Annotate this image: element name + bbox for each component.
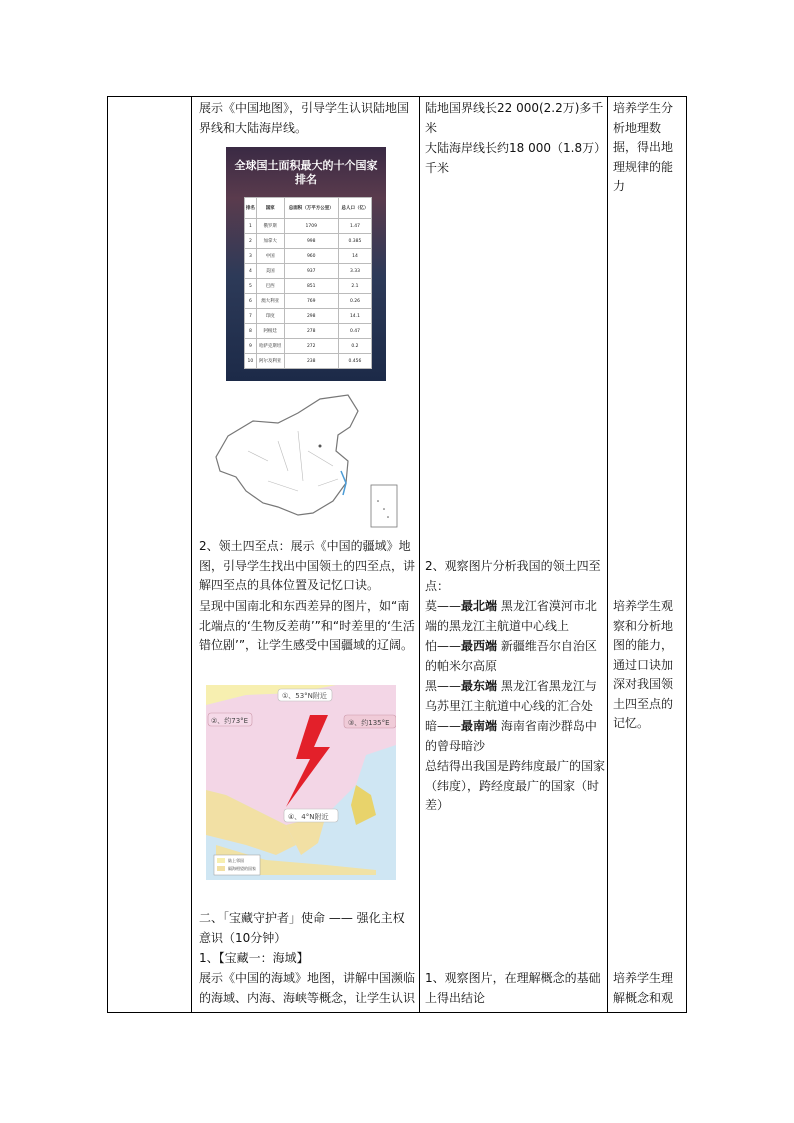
ranking-cell: 8 [245,324,257,339]
treasure-one-heading: 1、【宝藏一：海域】 [199,951,309,965]
ranking-row [245,279,372,294]
column-divider [419,97,420,1012]
intent-data-analysis: 培养学生分析地理数据，得出地理规律的能力 [613,101,674,193]
ranking-cell: 0.47 [338,324,371,339]
ranking-cell: 哈萨克斯坦 [256,339,284,354]
lesson-plan-table [107,96,687,1013]
ranking-cell: 巴西 [256,279,284,294]
ranking-cell: 278 [284,324,338,339]
west-extreme-point: 怕——最西端 新疆维吾尔自治区的帕米尔高原 [425,639,597,673]
ranking-cell: 10 [245,354,257,369]
sea-area-activity: 展示《中国的海域》地图，讲解中国濒临的海域、内海、海峡等概念，让学生认识 [199,971,416,1005]
ranking-cell: 3 [245,249,257,264]
ranking-cell: 851 [284,279,338,294]
legend-label-1: 陆上邻国 [228,858,244,863]
ranking-cell: 澳大利亚 [256,294,284,309]
ranking-cell: 1709 [284,219,338,234]
china-outline-map [208,391,400,531]
ranking-row [245,354,372,369]
teacher-activity-text: 展示《中国地图》，引导学生认识陆地国界线和大陆海岸线。 [199,101,410,135]
sea-area-task: 1、观察图片，在理解概念的基础上得出结论 [425,971,601,1005]
ranking-cell: 4 [245,264,257,279]
extremes-task: 2、观察图片分析我国的领土四至点： [425,559,601,593]
ranking-cell: 238 [284,354,338,369]
north-extreme-label: ①、53°N附近 [282,692,327,700]
ranking-cell: 0.2 [338,339,371,354]
ranking-cell: 1.47 [338,219,371,234]
ranking-cell: 298 [284,309,338,324]
ranking-cell: 7 [245,309,257,324]
column-divider [607,97,608,1012]
china-territory-map [206,685,396,880]
country-area-ranking-poster [226,147,386,381]
intent-map-reading: 培养学生观察和分析地图的能力，通过口诀加深对我国领土四至点的记忆。 [613,599,674,730]
west-extreme-label: ②、约73°E [211,717,249,725]
ranking-cell: 中国 [256,249,284,264]
ranking-cell: 769 [284,294,338,309]
north-extreme-point: 莫——最北端 黑龙江省漠河市北端的黑龙江主航道中心线上 [425,599,597,633]
ranking-cell: 14 [338,249,371,264]
north-south-contrast-activity: 呈现中国南北和东西差异的图片，如“南北端点的‘生物反差萌’”和“时差里的‘生活错位剧’”，让学生感受中国疆域的辽阔。 [199,599,415,652]
east-extreme-point: 黑——最东端 黑龙江省黑龙江与乌苏里江主航道中心线的汇合处 [425,679,597,713]
four-extremes-activity: 2、领土四至点：展示《中国的疆域》地图，引导学生找出中国领土的四至点，讲解四至点的具体位置及记忆口诀。 [199,539,416,592]
ranking-cell: 阿尔及利亚 [256,354,284,369]
extent-summary: 总结得出我国是跨纬度最广的国家（纬度），跨经度最广的国家（时差） [425,759,606,812]
ranking-cell: 14.1 [338,309,371,324]
ranking-cell: 2 [245,234,257,249]
ranking-cell: 俄罗斯 [256,219,284,234]
column-divider [191,97,192,1012]
coastline-length: 大陆海岸线长约18 000（1.8万）千米 [425,141,601,175]
ranking-row [245,324,372,339]
poster-title: 全球国土面积最大的十个国家 排名 [234,159,378,186]
east-extreme-label: ③、约135°E [348,719,390,727]
ranking-row [245,294,372,309]
ranking-cell: 2.1 [338,279,371,294]
ranking-cell: 5 [245,279,257,294]
legend-label-2: 隔海相望的国家 [228,866,256,871]
ranking-cell: 0.26 [338,294,371,309]
ranking-cell: 960 [284,249,338,264]
ranking-row [245,234,372,249]
ranking-cell: 美国 [256,264,284,279]
ranking-cell: 9 [245,339,257,354]
ranking-row [245,264,372,279]
south-extreme-label: ④、4°N附近 [288,813,329,821]
ranking-row [245,339,372,354]
ranking-cell: 272 [284,339,338,354]
ranking-cell: 937 [284,264,338,279]
ranking-cell: 加拿大 [256,234,284,249]
section-two-heading: 二、「宝藏守护者」使命 —— 强化主权意识（10分钟） [199,911,405,945]
ranking-cell: 998 [284,234,338,249]
ranking-cell: 印度 [256,309,284,324]
intent-concepts: 培养学生理解概念和观 [613,971,674,1005]
ranking-cell: 阿根廷 [256,324,284,339]
ranking-cell: 6 [245,294,257,309]
south-extreme-point: 暗——最南端 海南省南沙群岛中的曾母暗沙 [425,719,597,753]
ranking-table: 排名 国家 总面积（万平方公里） 总人口（亿） 1 俄罗斯 1709 1.47 2 加拿大 998 0.385 3 中国 960 14 4 美国 937 3.33 5 巴西 851 2.1 6 澳大利亚 769 0.26 7 印度 298 14.1 8 阿根廷 278 0.47 9 哈萨克斯坦 272 0.2 10 阿尔及利亚 238 0.456 [244,197,372,369]
ranking-row [245,309,372,324]
ranking-cell: 3.33 [338,264,371,279]
ranking-cell: 1 [245,219,257,234]
ranking-cell: 0.456 [338,354,371,369]
ranking-row [245,219,372,234]
land-border-length: 陆地国界线长22 000(2.2万)多千米 [425,101,604,135]
ranking-cell: 0.385 [338,234,371,249]
ranking-row [245,249,372,264]
